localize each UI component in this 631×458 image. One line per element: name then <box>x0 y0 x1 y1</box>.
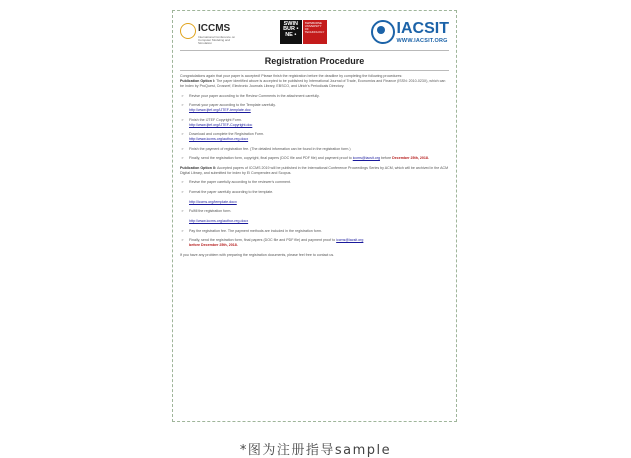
final-step-text: Finally, send the registration form, final papers (DOC file and PDF file) and payment proof to <box>189 238 336 242</box>
email-link[interactable]: iccms@iacsit.org <box>336 238 364 242</box>
swinburne-logo <box>280 20 327 44</box>
option2-text: Accepted papers of ICCMS 2019 will be published in the International Conference Proceedings Series by ACM, which will be archived in the ACM Digital Library, and submitted for index by Ei Compendex and Scopus. <box>180 165 449 175</box>
option2-paragraph <box>180 166 449 176</box>
iccms-logo-text: ICCMS <box>198 22 231 34</box>
list-item <box>180 132 449 142</box>
list-item <box>180 156 449 161</box>
registration-form-link[interactable]: http://www.iccms.org/author-reg.docx <box>189 137 249 141</box>
step-text: Fulfill the registration form. <box>189 209 232 213</box>
option1-paragraph <box>180 79 449 89</box>
iacsit-logo <box>371 20 449 44</box>
list-item <box>180 118 449 128</box>
image-caption: *图为注册指导sample <box>239 443 392 458</box>
page-title: Registration Procedure <box>264 56 365 66</box>
divider <box>180 70 449 71</box>
option2-label: Publication Option II: <box>180 165 217 170</box>
swinburne-logo-subtext: SWINBURNE UNIVERSITY OF TECHNOLOGY <box>303 20 327 44</box>
before-text: before <box>380 156 392 160</box>
copyright-link[interactable]: http://www.ijtef.org/IJTEF-Copyright.doc <box>189 122 253 127</box>
step-text: Download and complete the Registration Form. <box>189 132 265 136</box>
step-text: Format your paper according to the Template carefully. <box>189 103 276 107</box>
option1-label: Publication Option I: <box>180 79 216 83</box>
iccms-logo <box>180 18 236 45</box>
list-item <box>180 94 449 99</box>
option2-steps <box>180 180 449 248</box>
step-text: Finish the IJTEF Copyright Form. <box>189 117 242 122</box>
registration-form-link[interactable]: http://www.iccms.org/author-reg.docx <box>189 219 249 223</box>
option1-text: The paper identified above is accepted to be published by International Journal of Trade, Economics and Finance (ISSN: 2010-023X), which can be Index by ProQuest, Crossref, Electronic Journals Library, EBSCO, and Ulrich's Periodicals Directory. <box>180 79 446 88</box>
list-item <box>180 147 449 152</box>
deadline: before December 25th, 2018. <box>189 243 238 247</box>
logo-bar <box>180 15 449 51</box>
list-item <box>180 238 449 248</box>
swinburne-logo-text: SWIN BUR • NE • <box>280 20 302 44</box>
iccms-logo-subtext: International Conference on Computer Modeling and Simulation <box>198 34 236 46</box>
step-text: Revise your paper according to the Review Comments in the attachment carefully. <box>189 93 320 98</box>
email-link[interactable]: iccms@iacsit.org <box>352 156 380 160</box>
list-item <box>180 209 449 224</box>
iccms-ring-icon <box>180 23 196 39</box>
iacsit-globe-icon <box>371 20 395 44</box>
iacsit-logo-text: IACSIT <box>396 19 449 37</box>
deadline: December 25th, 2018. <box>392 156 429 160</box>
template-link[interactable]: http://www.ijtef.org/IJTEF-template.doc <box>189 108 251 112</box>
iacsit-url: WWW.IACSIT.ORG <box>396 37 448 44</box>
intro-text: Congratulations again that your paper is accepted! Please finish the registration before the deadline by completing the following procedures: <box>180 74 403 78</box>
step-text: Pay the registration fee. The payment methods are included in the registration form. <box>189 228 322 233</box>
step-text: Revise the paper carefully according to the reviewer's comment. <box>189 180 291 184</box>
registration-document <box>172 10 457 422</box>
list-item <box>180 103 449 113</box>
list-item <box>180 190 449 205</box>
closing-text: If you have any problem with preparing the registration documents, please feel free to contact us. <box>180 252 335 257</box>
step-text: Finish the payment of registration fee. (The detailed information can be found in the registration form.) <box>189 146 351 151</box>
final-step-text: Finally, send the registration form, copyright, final papers (DOC file and PDF file) and payment proof to <box>189 156 352 160</box>
option1-steps <box>180 94 449 162</box>
list-item <box>180 180 449 185</box>
template-link[interactable]: http://iccms.org/template.docx <box>189 199 237 204</box>
list-item <box>180 229 449 234</box>
step-text: Format the paper carefully according to the template. <box>189 189 274 194</box>
